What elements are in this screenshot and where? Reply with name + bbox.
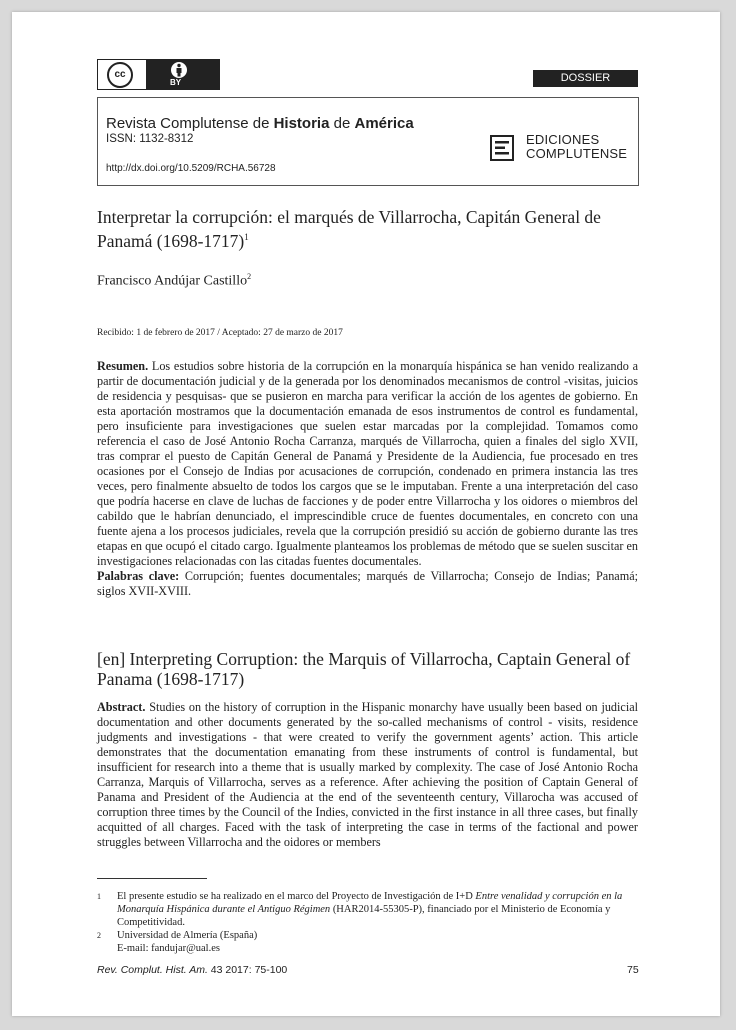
journal-title-part1: Revista Complutense de bbox=[106, 115, 274, 132]
author-name: Francisco Andújar Castillo bbox=[97, 273, 248, 289]
article-title-en: [en] Interpreting Corruption: the Marquis of Villarrocha, Captain General of Panama (1698-1717) bbox=[97, 649, 631, 689]
abstract-paragraph bbox=[97, 700, 638, 850]
footnote-1-number: 1 bbox=[97, 892, 101, 901]
footnotes bbox=[97, 890, 638, 955]
journal-title-part3: de bbox=[329, 115, 355, 132]
journal-header bbox=[97, 97, 639, 186]
journal-title-part2: Historia bbox=[273, 115, 330, 132]
keywords-paragraph bbox=[97, 569, 638, 599]
abstract-label: Abstract. bbox=[97, 700, 146, 714]
publisher-name bbox=[526, 133, 627, 161]
paper-page bbox=[12, 12, 720, 1016]
cc-badge-left bbox=[98, 60, 146, 89]
keywords-label: Palabras clave: bbox=[97, 569, 180, 583]
article-title-es-text: Interpretar la corrupción: el marqués de Villarrocha, Capitán General de Panamá (1698-1717) bbox=[97, 207, 601, 251]
journal-abbrev: Rev. Complut. Hist. Am. bbox=[97, 964, 208, 976]
article-doi-link[interactable]: http://dx.doi.org/10.5209/RCHA.56728 bbox=[106, 163, 276, 174]
resumen-label: Resumen. bbox=[97, 359, 149, 373]
ediciones-complutense-logo-icon bbox=[490, 135, 514, 161]
received-accepted-dates: Recibido: 1 de febrero de 2017 / Aceptado: 27 de marzo de 2017 bbox=[97, 328, 343, 338]
article-author bbox=[97, 272, 251, 290]
by-label: BY bbox=[170, 78, 182, 87]
resumen-paragraph bbox=[97, 359, 638, 569]
publisher-line2: COMPLUTENSE bbox=[526, 146, 628, 161]
journal-title-part4: América bbox=[354, 115, 414, 132]
abstract-block bbox=[97, 700, 638, 850]
footnote-1-text-after: (HAR2014-55305-P), financiado por el Ministerio de Economía y Competitividad. bbox=[117, 904, 611, 928]
footnote-2 bbox=[97, 929, 638, 955]
cc-by-license-badge[interactable] bbox=[97, 59, 220, 90]
resumen-block bbox=[97, 359, 638, 599]
footnote-2-affiliation: Universidad de Almería (España) bbox=[117, 930, 258, 941]
page-number: 75 bbox=[627, 964, 639, 976]
section-label: DOSSIER bbox=[533, 70, 638, 87]
cc-badge-right bbox=[146, 60, 219, 89]
footnote-separator bbox=[97, 878, 207, 879]
footnote-1-text-before: El presente estudio se ha realizado en el marco del Proyecto de Investigación de I+D bbox=[117, 891, 476, 902]
article-title-es bbox=[97, 207, 642, 251]
title-footnote-ref[interactable]: 1 bbox=[244, 232, 249, 242]
footnote-1-project-title: Entre venalidad y corrupción en la Monarquía Hispánica durante el Antiguo Régimen bbox=[117, 891, 623, 915]
journal-title bbox=[106, 115, 414, 132]
footnote-1 bbox=[97, 890, 638, 929]
publisher-line1: EDICIONES bbox=[526, 132, 600, 147]
keywords-text: Corrupción; fuentes documentales; marqués de Villarrocha; Consejo de Indias; Panamá; siglos XVII-XVIII. bbox=[97, 569, 638, 598]
footnote-2-number: 2 bbox=[97, 931, 101, 940]
cc-label: cc bbox=[114, 69, 126, 80]
cc-icon bbox=[107, 62, 133, 88]
author-footnote-ref[interactable]: 2 bbox=[247, 272, 252, 281]
journal-issn: ISSN: 1132-8312 bbox=[106, 133, 194, 145]
abstract-text: Studies on the history of corruption in the Hispanic monarchy have usually been based on judicial documentation and other documents generated by the so-called mechanisms of control - visits, residence judgments and investigations - that were created to verify the government agents’ action. This article demonstrates that the documentation emanating from these instruments of control is fundamental, but insufficient for research into a theme that is usually marked by complexity. The case of José Antonio Rocha Carranza, Marquis of Villarrocha, serves as a reference. After achieving the position of Captain General of Panama and President of the Audiencia at the end of the seventeenth century, Villarocha was accused of corruption three times by the Council of the Indies, convicted in the first instance in all three cases, but finally acquitted of all charges. Faced with the task of interpreting the case in terms of the factional and power struggles between Villarrocha and the oidores or members bbox=[97, 700, 638, 849]
footnote-2-email[interactable]: E-mail: fandujar@ual.es bbox=[117, 943, 220, 954]
resumen-text: Los estudios sobre historia de la corrupción en la monarquía hispánica se han venido realizando a partir de documentación judicial y de la generada por los denominados mecanismos de control -visitas, juicios de residencia y pesquisas- que se pusieron en marcha para verificar la acción de los agentes de gobierno. En esta aportación mostramos que la documentación emanada de esos instrumentos de control es fundamental, pero insuficiente para investigaciones que suelen estar marcadas por la complejidad. Tomamos como referencia el caso de José Antonio Rocha Carranza, marqués de Villarrocha, quien a finales del siglo XVII, tras comprar el puesto de Capitán General de Panamá y Presidente de la Audiencia, fue procesado en tres ocasiones por el Consejo de Indias por acusaciones de corrupción, condenado en primera instancia las tres veces, pero finalmente absuelto de todos los cargos que se le imputaban. Frente a una interpretación del caso que podría hacerse en clave de luchas de facciones y de poder entre Villarrocha y los oidores o miembros del cabildo que le habrían denunciado, el imprescindible cruce de fuentes documentales, en concreto con una fuente ajena a los procesos judiciales, revela que la corrupción presidió su acción de gobierno durante las tres etapas en que ocupó el citado cargo. Igualmente planteamos los problemas de método que se suelen suscitar en investigaciones relacionadas con las citadas fuentes documentales. bbox=[97, 359, 638, 568]
volume-pages: 43 2017: 75-100 bbox=[207, 964, 288, 976]
person-attribution-icon bbox=[170, 61, 188, 79]
citation-footer bbox=[97, 964, 287, 976]
